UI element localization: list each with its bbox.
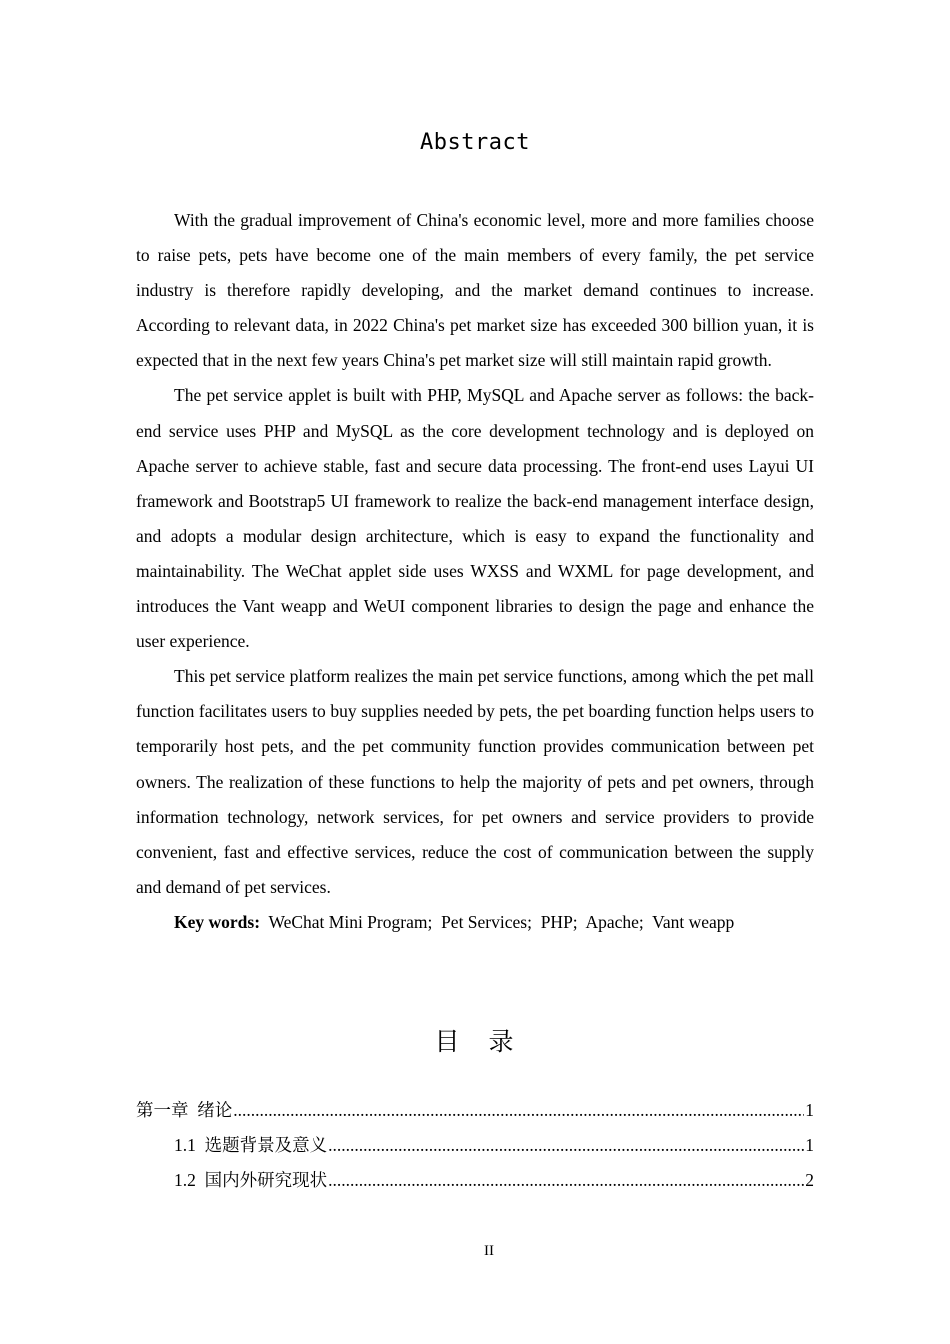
toc-entry-label: 1.1 选题背景及意义	[174, 1135, 328, 1156]
abstract-paragraph: This pet service platform realizes the main pet service functions, among which the pet mall function facilitates users to buy supplies needed by pets, the pet boarding function helps users to temporarily host pets, and the pet community function provides communication between pet owners. The realization of these functions to help the majority of pets and pet owners, through information technology, network services, for pet owners and service providers to provide convenient, fast and effective services, reduce the cost of communication between the supply and demand of pet services.	[136, 666, 814, 897]
toc-title: 目 录	[434, 1027, 516, 1056]
page-number: II	[484, 1243, 494, 1259]
toc-leader-dots	[233, 1093, 804, 1128]
keywords-line	[136, 905, 814, 940]
toc-entry-chapter-1[interactable]	[136, 1093, 814, 1128]
abstract-body	[136, 203, 814, 940]
toc-entry-page: 1	[805, 1135, 814, 1156]
toc-entry-section-1-1[interactable]	[136, 1128, 814, 1163]
keywords-label: Key words:	[174, 911, 261, 932]
toc-entry-section-1-2[interactable]	[136, 1163, 814, 1198]
table-of-contents	[136, 1093, 814, 1198]
toc-entry-label: 第一章 绪论	[136, 1100, 233, 1120]
keywords-list: WeChat Mini Program; Pet Services; PHP; Apache; Vant weapp	[260, 911, 735, 932]
abstract-paragraph: The pet service applet is built with PHP, MySQL and Apache server as follows: the back-end service uses PHP and MySQL as the core development technology and is deployed on Apache server to achieve stable, fast and secure data processing. The front-end uses Layui UI framework and Bootstrap5 UI framework to realize the back-end management interface design, and adopts a modular design architecture, which is easy to expand the functionality and maintainability. The WeChat applet side uses WXSS and WXML for page development, and introduces the Vant weapp and WeUI component libraries to design the page and enhance the user experience.	[136, 385, 814, 652]
abstract-title: Abstract	[420, 130, 530, 155]
toc-leader-dots	[328, 1163, 804, 1198]
toc-entry-page: 1	[805, 1100, 814, 1120]
toc-leader-dots	[328, 1128, 804, 1163]
abstract-paragraph: With the gradual improvement of China's economic level, more and more families choose to raise pets, pets have become one of the main members of every family, the pet service industry is therefore rapidly developing, and the market demand continues to increase. According to relevant data, in 2022 China's pet market size has exceeded 300 billion yuan, it is expected that in the next few years China's pet market size will still maintain rapid growth.	[136, 210, 814, 371]
toc-entry-page: 2	[805, 1170, 814, 1191]
toc-entry-label: 1.2 国内外研究现状	[174, 1170, 328, 1191]
